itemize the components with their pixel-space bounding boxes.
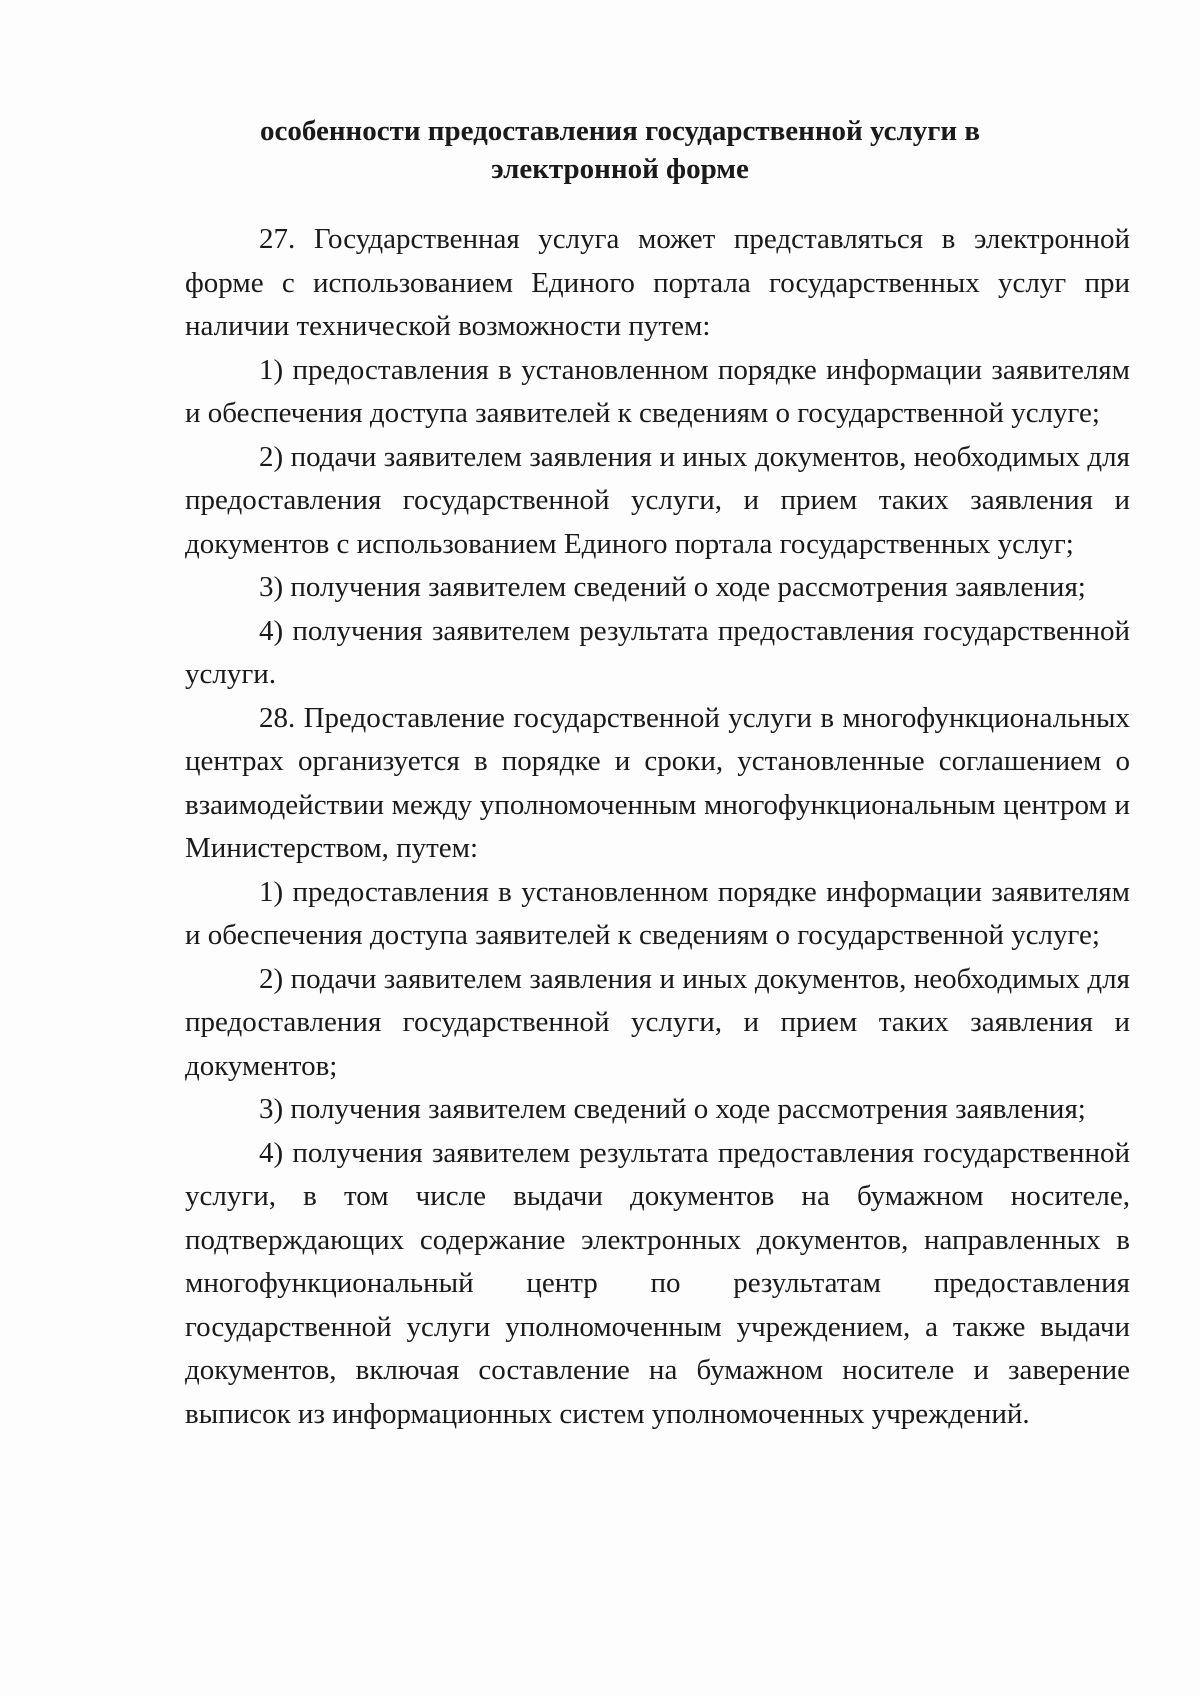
list-item-3: 3) получения заявителем сведений о ходе рассмотрения заявления;: [259, 1093, 1086, 1125]
paragraph-28: 28. Предоставление государственной услуги в многофункциональных центрах организуется в порядке и сроки, установленные соглашением о взаимодействии между уполномоченным многофункциональным центром и Министерством, путем:: [185, 701, 1130, 864]
list-item-1: 1) предоставления в установленном порядке информации заявителям и обеспечения доступа заявителей к сведениям о государственной услуге;: [185, 875, 1130, 951]
heading-line-1: особенности предоставления государственной услуги в: [259, 115, 981, 147]
list-item-4: 4) получения заявителем результата предоставления государственной услуги, в том числе выдачи документов на бумажном носителе, подтверждающих содержание электронных документов, направленных в многофункциональный центр по результатам предоставления государственной услуги уполномоченным учреждением, а также выдачи документов, включая составление на бумажном носителе и заверение выписок из информационных систем уполномоченных учреждений.: [185, 1136, 1130, 1430]
list-item-2: 2) подачи заявителем заявления и иных документов, необходимых для предоставления государственной услуги, и прием таких заявления и документов с использованием Единого портала государственных услуг;: [185, 440, 1130, 560]
list-item-1: 1) предоставления в установленном порядке информации заявителям и обеспечения доступа заявителей к сведениям о государственной услуге;: [185, 353, 1130, 429]
section-heading: [170, 112, 1070, 188]
paragraph-27: 27. Государственная услуга может представляться в электронной форме с использованием Единого портала государственных услуг при наличии технической возможности путем:: [185, 223, 1130, 342]
list-item-3: 3) получения заявителем сведений о ходе рассмотрения заявления;: [259, 571, 1086, 603]
list-item-2: 2) подачи заявителем заявления и иных документов, необходимых для предоставления государственной услуги, и прием таких заявления и документов;: [185, 962, 1130, 1082]
heading-line-2: электронной форме: [491, 153, 749, 185]
document-body: [185, 218, 1130, 1436]
list-item-4: 4) получения заявителем результата предоставления государственной услуги.: [185, 614, 1130, 690]
